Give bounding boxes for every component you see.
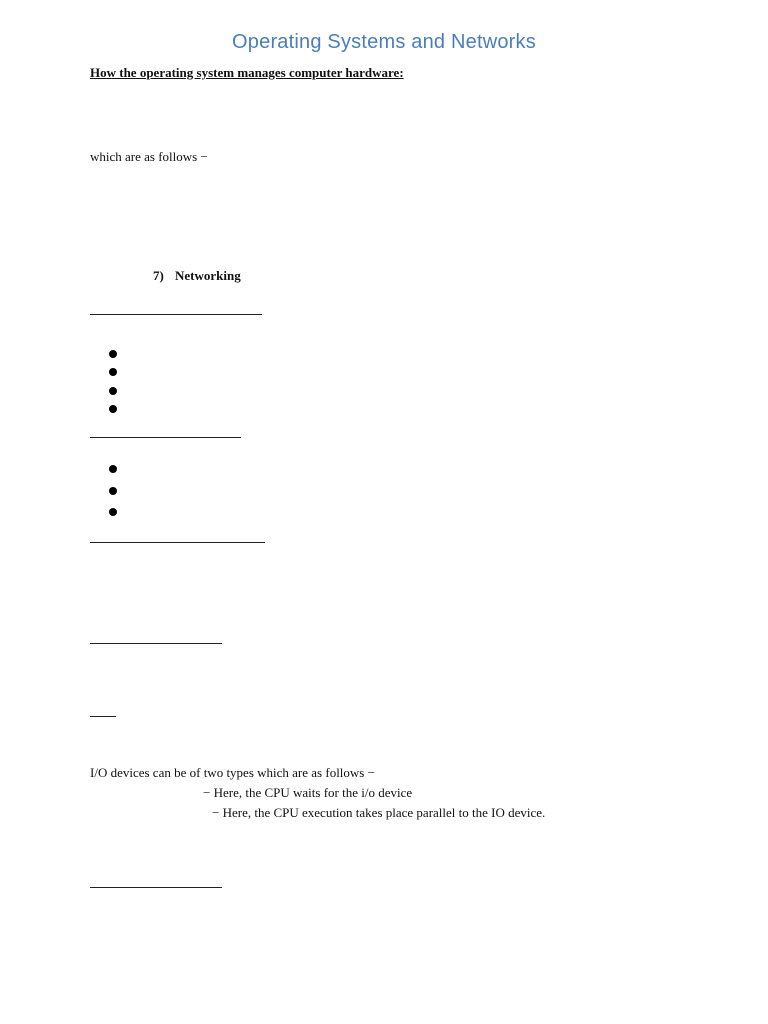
bullet-point [109, 350, 117, 358]
blank-heading-rule-5 [90, 716, 116, 717]
document-title: Operating Systems and Networks [232, 31, 536, 53]
bullet-point [109, 387, 117, 395]
list-item-networking: Networking [175, 268, 241, 283]
list-item-number: 7) [153, 268, 164, 283]
section-heading: How the operating system manages computer hardware: [90, 65, 404, 80]
blank-heading-rule-2 [90, 437, 241, 438]
blank-heading-rule-3 [90, 542, 265, 543]
io-type-1-line: − Here, the CPU waits for the i/o device [203, 785, 413, 800]
follows-line: which are as follows − [90, 149, 208, 164]
bullet-point [109, 487, 117, 495]
bullet-point [109, 368, 117, 376]
bullet-point [109, 465, 117, 473]
bullet-point [109, 405, 117, 413]
io-type-2-line: − Here, the CPU execution takes place parallel to the IO device. [212, 805, 546, 820]
bullet-point [109, 508, 117, 516]
blank-heading-rule-1 [90, 314, 262, 315]
blank-heading-rule-6 [90, 887, 222, 888]
io-intro-line: I/O devices can be of two types which are as follows − [90, 765, 375, 780]
blank-heading-rule-4 [90, 643, 222, 644]
